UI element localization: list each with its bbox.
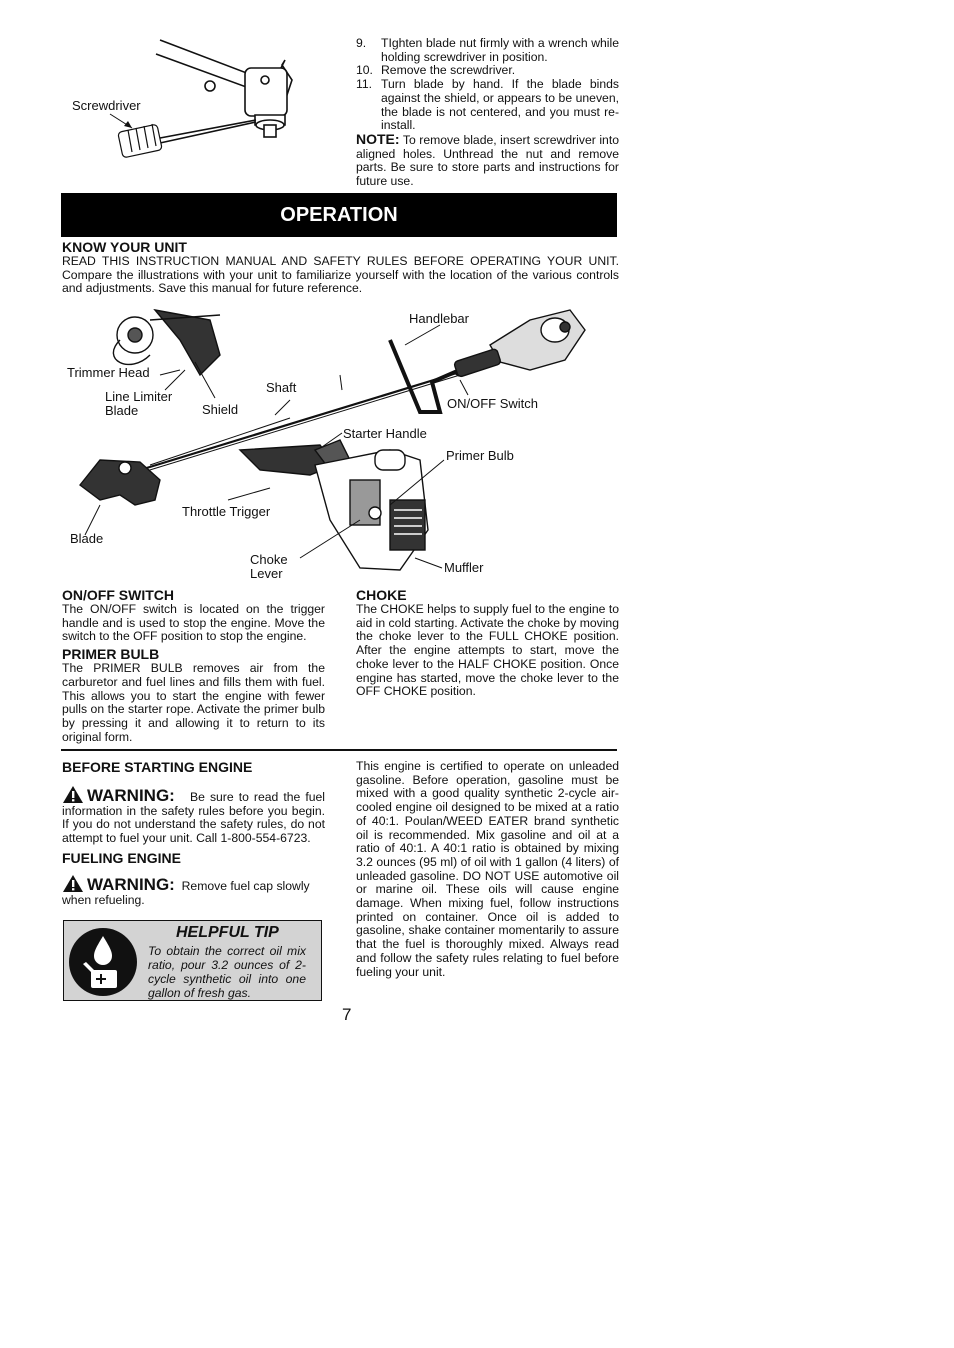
label-line-limiter: Line Limiter xyxy=(105,389,173,404)
label-handlebar: Handlebar xyxy=(409,311,469,326)
fueling-heading: FUELING ENGINE xyxy=(62,849,182,866)
step-11: 11. Turn blade by hand. If the blade binds against the shield, or appears to be uneven, the blade is not centered, and you must re-install. xyxy=(356,77,619,133)
on-off-body: The ON/OFF switch is located on the trigger handle and is used to stop the engine. Move the switch to the OFF position to stop the engine. xyxy=(62,602,325,644)
label-primer-bulb: Primer Bulb xyxy=(446,448,514,463)
warning-label: WARNING: xyxy=(87,874,175,894)
step-10: 10. Remove the screwdriver. xyxy=(356,63,516,78)
label-shaft: Shaft xyxy=(266,380,297,395)
steps-block xyxy=(356,37,619,189)
label-choke: Choke xyxy=(250,552,288,567)
choke-heading: CHOKE xyxy=(356,587,407,603)
label-shield: Shield xyxy=(202,402,239,417)
before-start-warning-text: Be sure to read the fuel information in the safety rules before you begin. If you do not understand the safety rules, do not attempt to fuel your unit. Call 1-800-554-6723. xyxy=(62,790,325,846)
warning-icon xyxy=(62,874,84,893)
helpful-tip-text: To obtain the correct oil mix ratio, pour 3.2 ounces of 2-cycle synthetic oil into one gallon of fresh gas. xyxy=(148,944,306,1000)
label-trimmer-head: Trimmer Head xyxy=(67,365,150,380)
left-controls-column xyxy=(62,587,325,744)
fuel-can-icon xyxy=(67,926,139,998)
section-divider xyxy=(61,749,617,751)
fuel-paragraph: This engine is certified to operate on unleaded gasoline. Before operation, gasoline must be mixed with a good quality synthetic 2-cycle air-cooled engine oil designed to be mixed at a ratio of 40:1. Poulan/WEED EATER brand synthetic oil is recommended. Mix gasoline and oil at a ratio of 40:1. A 40:1 ratio is obtained by mixing 3.2 ounces (95 ml) of oil with 1 gallon (4 liters) of unleaded gasoline. DO NOT USE automotive oil or marine oil. These oils will cause engine damage. When mixing fuel, follow instructions printed on container. Once oil is added to gasoline, shake container momentarily to assure that the fuel is thoroughly mixed. Always read and follow the safety rules relating to fuel before fueling your unit. xyxy=(356,759,619,979)
on-off-heading: ON/OFF SWITCH xyxy=(62,587,174,603)
note-paragraph xyxy=(356,130,619,189)
before-start-warning xyxy=(62,785,325,846)
note-text: To remove blade, insert screwdriver into aligned holes. Unthread the nut and remove parts. Be sure to store parts and instructions for future use. xyxy=(356,132,619,189)
label-on-off-switch: ON/OFF Switch xyxy=(447,396,539,411)
primer-body: The PRIMER BULB removes air from the carburetor and fuel lines and fills them with fuel. This allows you to start the engine with fewer pulls on the starter rope. Activate the primer bulb by pressing it and allowing it to return to its original form. xyxy=(62,661,325,744)
choke-column xyxy=(356,587,619,699)
screwdriver-label: Screwdriver xyxy=(72,98,141,113)
step-9: 9. TIghten blade nut firmly with a wrench while holding screwdriver in position. xyxy=(356,36,619,64)
label-choke-lever: Lever xyxy=(250,566,283,581)
section-title-banner xyxy=(61,193,617,237)
note-label: NOTE: xyxy=(356,130,400,147)
label-line-limiter-blade: Blade xyxy=(105,403,139,418)
know-unit-heading: KNOW YOUR UNIT xyxy=(62,239,187,255)
helpful-tip-box xyxy=(63,920,322,1001)
steps-list xyxy=(356,37,619,133)
fueling-warning xyxy=(62,874,325,907)
warning-label: WARNING: xyxy=(87,786,175,805)
label-throttle-trigger: Throttle Trigger xyxy=(182,504,271,519)
label-blade: Blade xyxy=(70,531,104,546)
warning-icon xyxy=(62,785,84,804)
section-title: OPERATION xyxy=(280,204,398,226)
fueling-left-column xyxy=(62,759,325,907)
fueling-warning-text: Remove fuel cap slowly when refueling. xyxy=(62,878,310,907)
primer-heading: PRIMER BULB xyxy=(62,646,160,663)
know-unit-body: READ THIS INSTRUCTION MANUAL AND SAFETY RULES BEFORE OPERATING YOUR UNIT. Compare the illustrations with your unit to familiarize yourself with the location of the various controls and adjustments. Save this manual for future reference. xyxy=(62,254,619,296)
label-muffler: Muffler xyxy=(444,560,484,575)
page-number: 7 xyxy=(342,1005,352,1024)
label-starter-handle: Starter Handle xyxy=(343,426,427,441)
helpful-tip-title: HELPFUL TIP xyxy=(176,924,279,941)
trimmer-diagram xyxy=(60,300,620,590)
before-start-heading: BEFORE STARTING ENGINE xyxy=(62,759,253,775)
choke-body: The CHOKE helps to supply fuel to the engine to aid in cold starting. Activate the choke by moving the choke lever to the FULL CHOKE position. After the engine attempts to start, move the choke lever to the HALF CHOKE position. Once engine has started, move the choke lever to the OFF CHOKE position. xyxy=(356,602,619,699)
